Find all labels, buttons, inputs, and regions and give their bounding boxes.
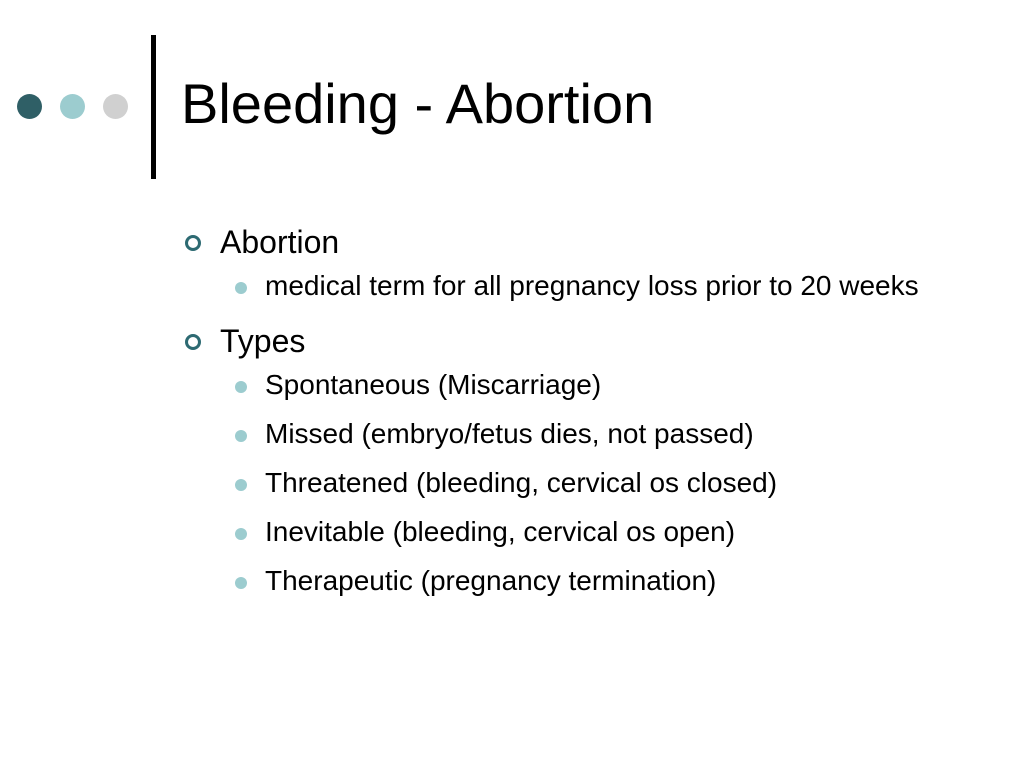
sub-bullet-text: Threatened (bleeding, cervical os closed) — [265, 467, 778, 498]
dark-teal-dot-icon — [17, 94, 42, 119]
bullet-types — [185, 319, 945, 363]
slide-title: Bleeding - Abortion — [181, 72, 655, 135]
sub-bullet-threatened — [185, 463, 925, 503]
sub-bullet-missed — [185, 414, 925, 454]
ring-bullet-icon — [185, 334, 201, 350]
sub-bullet-text: medical term for all pregnancy loss prior to 20 weeks — [265, 270, 919, 301]
sub-bullet-text: Missed (embryo/fetus dies, not passed) — [265, 418, 754, 449]
bullet-abortion — [185, 220, 945, 264]
sub-bullet-spontaneous — [185, 365, 925, 405]
sub-bullet-therapeutic — [185, 561, 925, 601]
bullet-text: Abortion — [220, 224, 340, 260]
dot-bullet-icon — [235, 381, 247, 393]
abortion-sub-list — [185, 266, 945, 306]
light-teal-dot-icon — [60, 94, 85, 119]
grey-dot-icon — [103, 94, 128, 119]
dot-bullet-icon — [235, 528, 247, 540]
dot-bullet-icon — [235, 479, 247, 491]
sub-bullet-inevitable — [185, 512, 925, 552]
sub-bullet-text: Inevitable (bleeding, cervical os open) — [265, 516, 736, 547]
dot-bullet-icon — [235, 430, 247, 442]
dot-bullet-icon — [235, 282, 247, 294]
ring-bullet-icon — [185, 235, 201, 251]
sub-bullet-text: Therapeutic (pregnancy termination) — [265, 565, 717, 596]
sub-bullet-definition — [185, 266, 925, 306]
dot-bullet-icon — [235, 577, 247, 589]
types-sub-list — [185, 365, 945, 601]
bullet-text: Types — [220, 323, 306, 359]
sub-bullet-text: Spontaneous (Miscarriage) — [265, 369, 602, 400]
title-divider — [151, 35, 156, 179]
slide-content — [185, 220, 945, 610]
